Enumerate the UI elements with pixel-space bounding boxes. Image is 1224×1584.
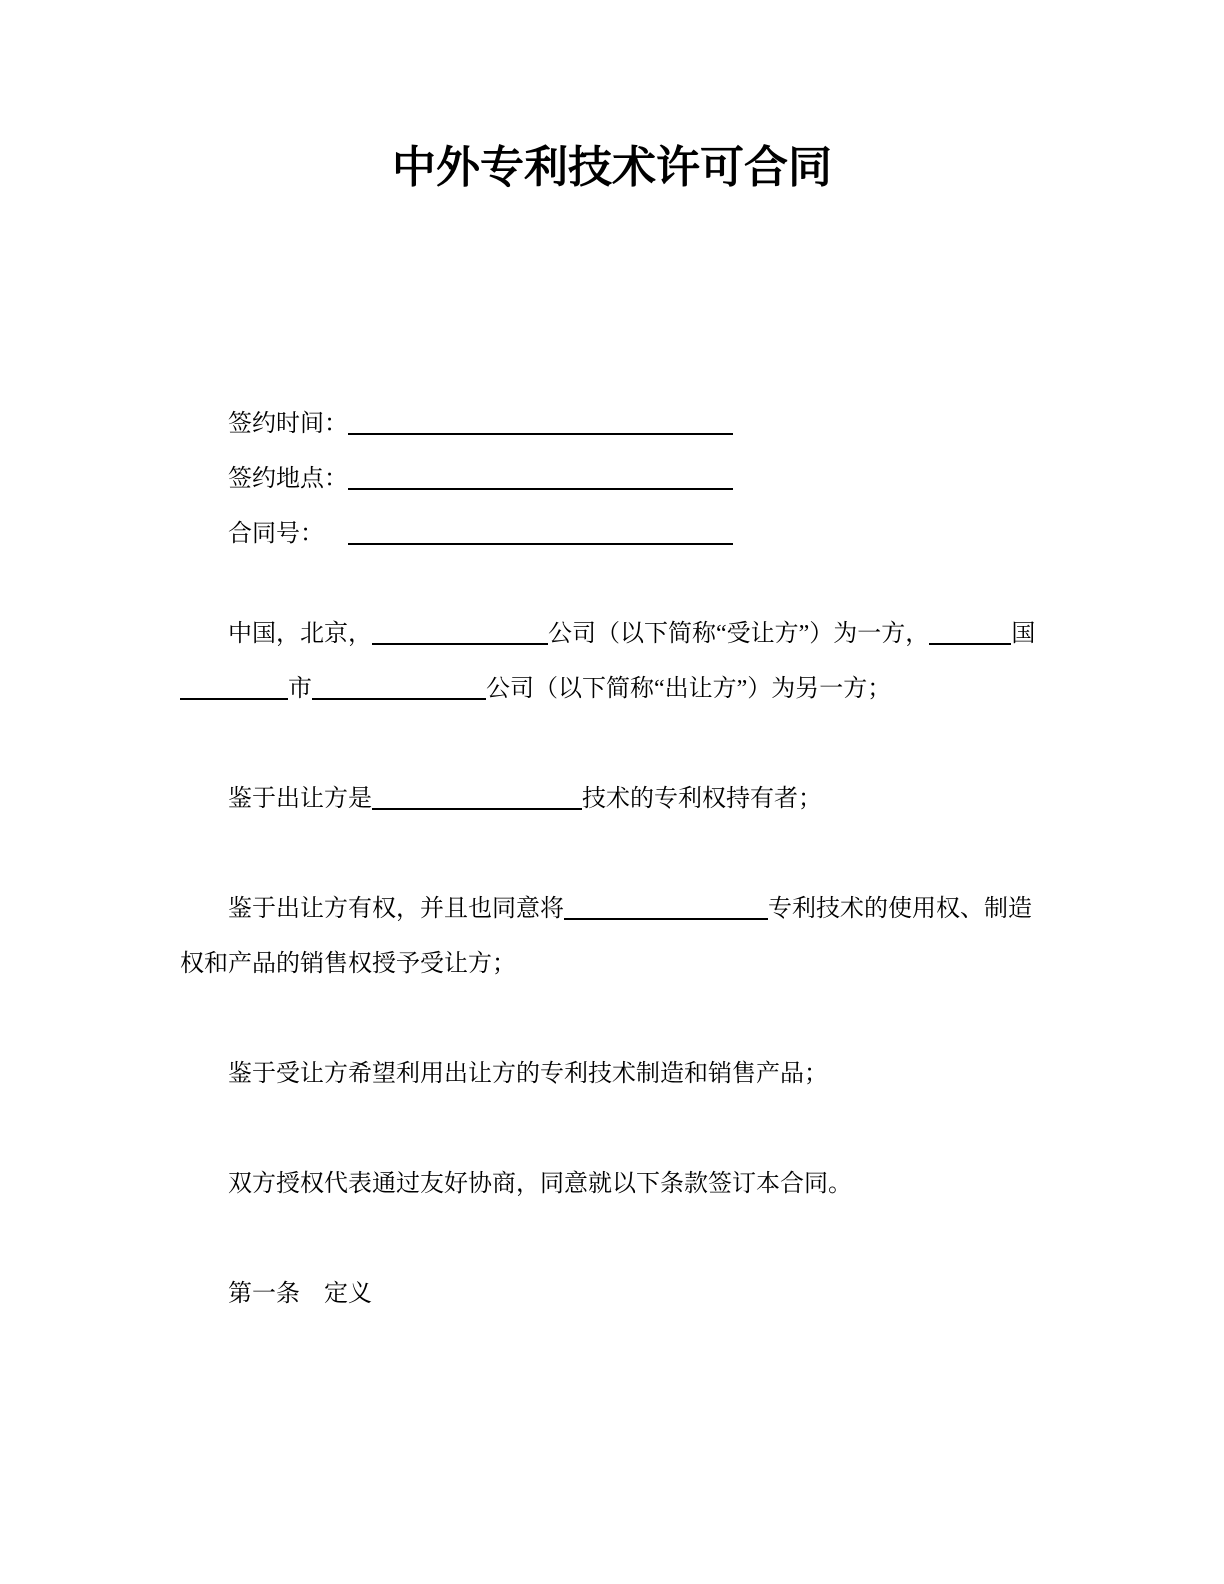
paragraph-text: 鉴于受让方希望利用出让方的专利技术制造和销售产品； — [228, 1060, 828, 1087]
contract-number-label: 合同号： — [228, 520, 324, 547]
paragraph-text: 公司（以下简称“受让方”）为一方， — [548, 620, 930, 647]
blank-line — [372, 808, 582, 810]
paragraph-whereas-patent-holder — [180, 772, 1044, 827]
article-1-heading — [180, 1267, 1044, 1322]
paragraph-text: 中国，北京， — [228, 620, 372, 647]
signing-time-blank-line — [348, 433, 733, 435]
document-title: 中外专利技术许可合同 — [392, 143, 832, 192]
paragraph-text: 公司（以下简称“出让方”）为另一方； — [486, 675, 892, 702]
blank-line — [372, 643, 548, 645]
blank-line — [312, 698, 486, 700]
form-row-signing-place — [180, 452, 1044, 507]
paragraph-agreement-statement — [180, 1157, 1044, 1212]
body-section — [180, 607, 1044, 1322]
paragraph-text: 市 — [288, 675, 312, 702]
form-section — [180, 397, 1044, 562]
paragraph-text: 鉴于出让方是 — [228, 785, 372, 812]
blank-line — [564, 918, 768, 920]
paragraph-text: 鉴于出让方有权，并且也同意将 — [228, 895, 564, 922]
paragraph-text: 国 — [1011, 620, 1036, 647]
paragraph-parties — [180, 607, 1044, 717]
form-row-contract-number — [180, 507, 1044, 562]
paragraph-text: 技术的专利权持有者； — [582, 785, 822, 812]
signing-place-blank-line — [348, 488, 733, 490]
paragraph-text: 双方授权代表通过友好协商，同意就以下条款签订本合同。 — [228, 1170, 852, 1197]
signing-time-label: 签约时间： — [228, 410, 348, 437]
blank-line — [929, 643, 1011, 645]
signing-place-label: 签约地点： — [228, 465, 348, 492]
paragraph-text: 第一条 定义 — [228, 1280, 372, 1307]
form-row-signing-time — [180, 397, 1044, 452]
paragraph-whereas-rights-grant — [180, 882, 1044, 992]
paragraph-text: 专利技术的使用权、制造权和产品的销售权授予受让方； — [180, 895, 1032, 977]
paragraph-whereas-transferee-wish — [180, 1047, 1044, 1102]
blank-line — [180, 698, 288, 700]
contract-number-blank-line — [348, 543, 733, 545]
